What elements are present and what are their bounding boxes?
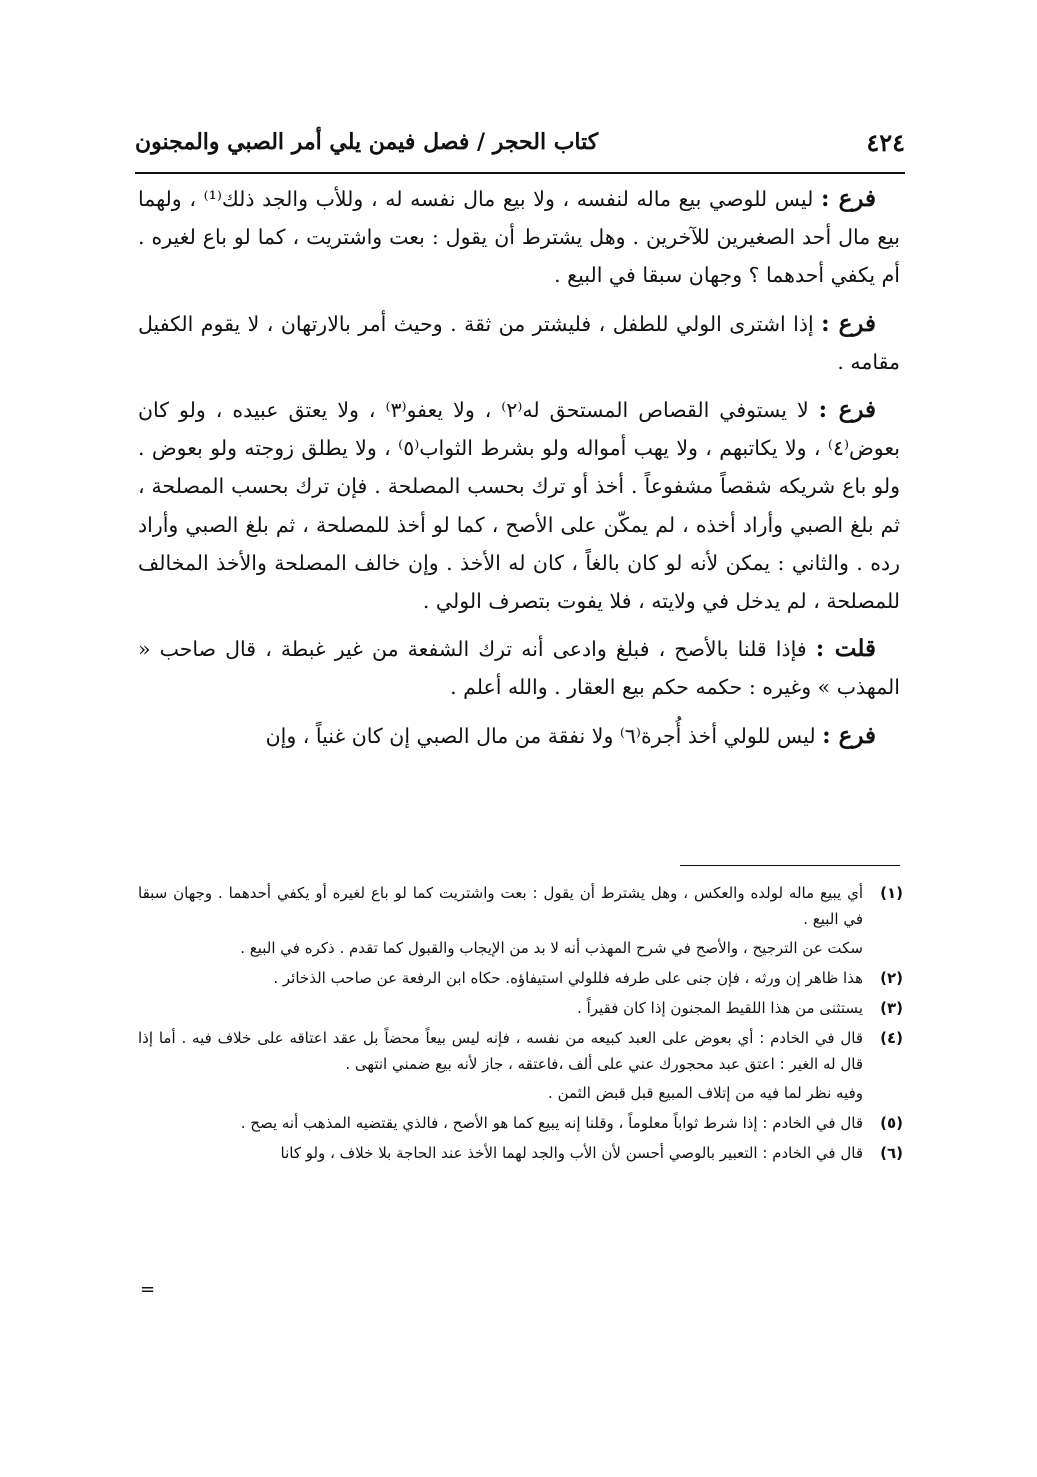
paragraph-lead: فرع : (818, 396, 876, 424)
paragraph-text: إذا اشترى الولي للطفل ، فليشتر من ثقة . وحيث أمر بالارتهان ، لا يقوم الكفيل مقامه . (138, 311, 900, 374)
footnote-body (138, 880, 863, 961)
paragraph (138, 391, 900, 620)
footnote-number: (٥) (880, 1114, 903, 1132)
footnote-separator (680, 865, 900, 866)
paragraph (138, 630, 900, 706)
continuation-mark: = (140, 1279, 156, 1300)
footnote-body (138, 1025, 863, 1106)
footnote-number: (٣) (880, 999, 903, 1017)
footnote (138, 880, 903, 961)
footnote-number: (٢) (880, 969, 903, 987)
page-number: ٤٢٤ (866, 127, 905, 157)
page-header (135, 112, 905, 174)
footnote-text: سكت عن الترجيح ، والأصح في شرح المهذب أنه لا بد من الإيجاب والقبول كما تقدم . ذكره في البيع . (240, 939, 863, 957)
paragraph-text: ليس للوصي بيع ماله لنفسه ، ولا بيع مال نفسه له ، وللأب والجد ذلك⁽¹⁾ ، ولهما بيع مال أحد الصغيرين للآخرين . وهل يشترط أن يقول : بعت واشتريت ، كما لو باع لغيره . أم يكفي أحدهما ؟ وجهان سبقا في البيع . (138, 187, 900, 288)
running-title: كتاب الحجر / فصل فيمن يلي أمر الصبي والمجنون (135, 129, 599, 155)
footnote (138, 1110, 903, 1136)
footnote-number: (١) (880, 884, 903, 902)
paragraph (138, 717, 900, 755)
footnote-number: (٦) (880, 1144, 903, 1162)
footnote-number: (٤) (880, 1029, 903, 1047)
footnote (138, 1025, 903, 1106)
footnote-body (138, 1140, 863, 1166)
footnote-body (138, 995, 863, 1021)
footnote (138, 995, 903, 1021)
paragraph-lead: فرع : (822, 721, 876, 749)
main-text (138, 180, 900, 755)
footnote (138, 1140, 903, 1166)
paragraph-text: فإذا قلنا بالأصح ، فبلغ وادعى أنه ترك الشفعة من غير غبطة ، قال صاحب « المهذب » وغيره : حكمه حكم بيع العقار . والله أعلم . (138, 637, 900, 700)
paragraph-text: لا يستوفي القصاص المستحق له⁽٢⁾ ، ولا يعفو⁽٣⁾ ، ولا يعتق عبيده ، ولو كان بعوض⁽٤⁾ ، ولا يكاتبهم ، ولا يهب أمواله ولو بشرط الثواب⁽٥⁾ ، ولا يطلق زوجته ولو بعوض . ولو باع شريكه شقصاً مشفوعاً . أخذ أو ترك بحسب المصلحة . فإن ترك بحسب المصلحة ، ثم بلغ الصبي وأراد أخذه ، لم يمكّن على الأصح ، كما لو أخذ للمصلحة ، ثم بلغ الصبي وأراد رده . والثاني : يمكن لأنه لو كان بالغاً ، كان له الأخذ . وإن خالف المصلحة والأخذ المخالف للمصلحة ، لم يدخل في ولايته ، فلا يفوت بتصرف الولي . (138, 398, 900, 614)
paragraph-text: ليس للولي أخذ أُجرة⁽٦⁾ ولا نفقة من مال الصبي إن كان غنياً ، وإن (265, 723, 823, 748)
footnote-text: قال في الخادم : التعبير بالوصي أحسن لأن الأب والجد لهما الأخذ عند الحاجة بلا خلاف ، ولو كانا (280, 1144, 863, 1162)
footnote-text: أي يبيع ماله لولده والعكس ، وهل يشترط أن يقول : بعت واشتريت كما لو باع لغيره أو يكفي أحدهما . وجهان سبقا في البيع . (138, 884, 863, 928)
footnote-body (138, 965, 863, 991)
footnote (138, 965, 903, 991)
paragraph (138, 305, 900, 381)
paragraph-lead: فرع : (820, 185, 876, 212)
footnotes (138, 880, 903, 1170)
footnote-text: هذا ظاهر إن ورثه ، فإن جنى على طرفه فللولي استيفاؤه. حكاه ابن الرفعة عن صاحب الذخائر . (273, 969, 863, 987)
paragraph-lead: فرع : (821, 309, 876, 337)
paragraph-lead: قلت : (815, 635, 876, 663)
footnote-body (138, 1110, 863, 1136)
footnote-text: قال في الخادم : إذا شرط ثواباً معلوماً ، وقلنا إنه يبيع كما هو الأصح ، فالذي يقتضيه المذهب أنه يصح . (240, 1114, 863, 1132)
footnote-text: يستثنى من هذا اللقيط المجنون إذا كان فقيراً . (577, 999, 863, 1017)
paragraph (138, 180, 900, 295)
footnote-text: وفيه نظر لما فيه من إتلاف المبيع قبل قبض الثمن . (548, 1084, 863, 1102)
footnote-text: قال في الخادم : أي بعوض على العبد كبيعه من نفسه ، فإنه ليس بيعاً محضاً بل عقد اعتاقه على خلاف فيه . أما إذا قال له الغير : اعتق عبد محجورك عني على ألف ،فاعتقه ، جاز لأنه بيع ضمني انتهى . (138, 1029, 863, 1073)
